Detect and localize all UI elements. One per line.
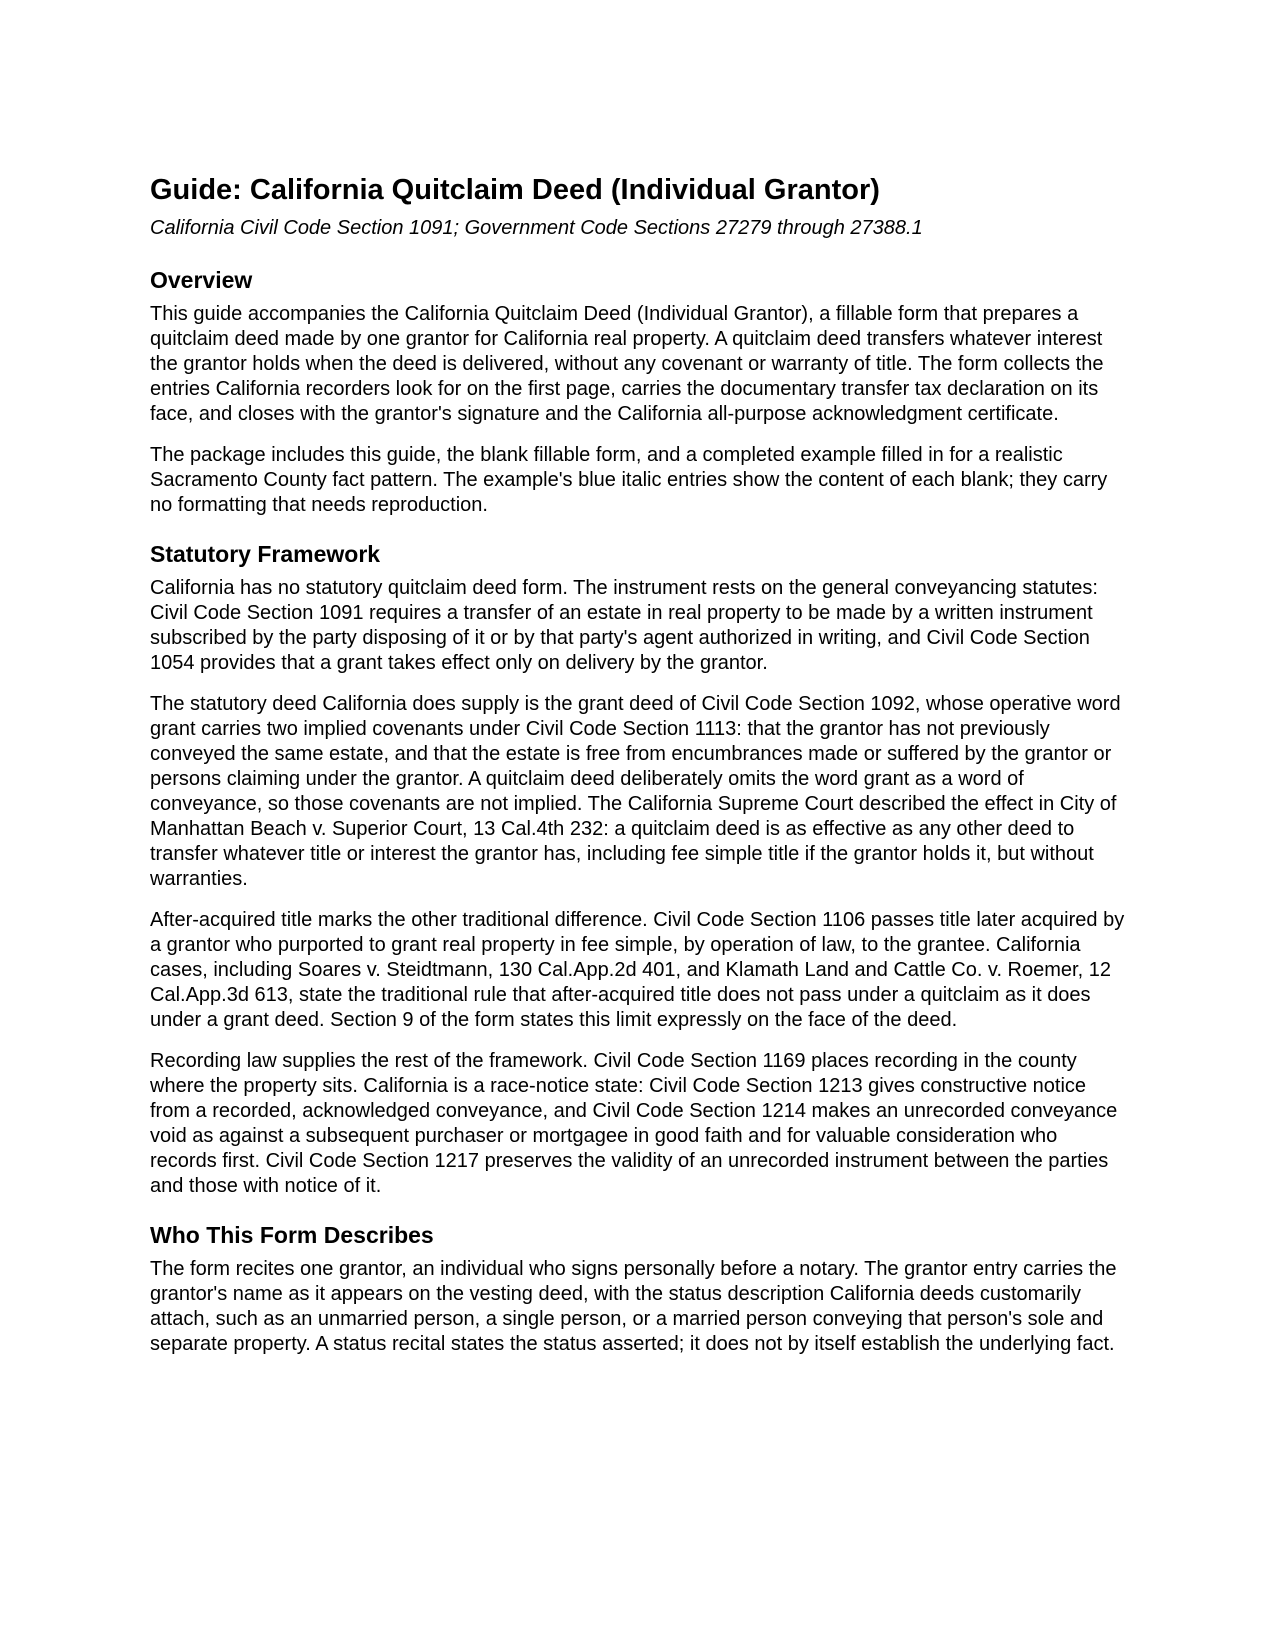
section-who-this-form-describes bbox=[150, 1221, 1125, 1357]
paragraph: The form recites one grantor, an individual who signs personally before a notary. The grantor entry carries the grantor's name as it appears on the vesting deed, with the status description California deeds customarily attach, such as an unmarried person, a single person, or a married person conveying that person's sole and separate property. A status recital states the status asserted; it does not by itself establish the underlying fact. bbox=[150, 1258, 1117, 1355]
paragraph: The statutory deed California does supply is the grant deed of Civil Code Section 1092, whose operative word grant carries two implied covenants under Civil Code Section 1113: that the grantor has not previously conveyed the same estate, and that the estate is free from encumbrances made or suffered by the grantor or persons claiming under the grantor. A quitclaim deed deliberately omits the word grant as a word of conveyance, so those covenants are not implied. The California Supreme Court described the effect in City of Manhattan Beach v. Superior Court, 13 Cal.4th 232: a quitclaim deed is as effective as any other deed to transfer whatever title or interest the grantor has, including fee simple title if the grantor holds it, but without warranties. bbox=[150, 693, 1121, 890]
section-overview bbox=[150, 266, 1125, 518]
paragraph: After-acquired title marks the other traditional difference. Civil Code Section 1106 passes title later acquired by a grantor who purported to grant real property in fee simple, by operation of law, to the grantee. California cases, including Soares v. Steidtmann, 130 Cal.App.2d 401, and Klamath Land and Cattle Co. v. Roemer, 12 Cal.App.3d 613, state the traditional rule that after-acquired title does not pass under a quitclaim as it does under a grant deed. Section 9 of the form states this limit expressly on the face of the deed. bbox=[150, 909, 1125, 1031]
paragraph: The package includes this guide, the blank fillable form, and a completed example filled in for a realistic Sacramento County fact pattern. The example's blue italic entries show the content of each blank; they carry no formatting that needs reproduction. bbox=[150, 444, 1108, 516]
document-subtitle: California Civil Code Section 1091; Government Code Sections 27279 through 27388.1 bbox=[150, 217, 923, 239]
section-heading: Statutory Framework bbox=[150, 541, 381, 567]
section-heading: Who This Form Describes bbox=[150, 1222, 434, 1248]
paragraph: This guide accompanies the California Quitclaim Deed (Individual Grantor), a fillable form that prepares a quitclaim deed made by one grantor for California real property. A quitclaim deed transfers whatever interest the grantor holds when the deed is delivered, without any covenant or warranty of title. The form collects the entries California recorders look for on the first page, carries the documentary transfer tax declaration on its face, and closes with the grantor's signature and the California all-purpose acknowledgment certificate. bbox=[150, 303, 1104, 425]
document-page bbox=[150, 172, 1125, 1373]
section-heading: Overview bbox=[150, 267, 253, 293]
document-title: Guide: California Quitclaim Deed (Individual Grantor) bbox=[150, 174, 880, 206]
paragraph: California has no statutory quitclaim deed form. The instrument rests on the general conveyancing statutes: Civil Code Section 1091 requires a transfer of an estate in real property to be made by a written instrument subscribed by the party disposing of it or by that party's agent authorized in writing, and Civil Code Section 1054 provides that a grant takes effect only on delivery by the grantor. bbox=[150, 577, 1098, 674]
paragraph: Recording law supplies the rest of the framework. Civil Code Section 1169 places recording in the county where the property sits. California is a race-notice state: Civil Code Section 1213 gives constructive notice from a recorded, acknowledged conveyance, and Civil Code Section 1214 makes an unrecorded conveyance void as against a subsequent purchaser or mortgagee in good faith and for valuable consideration who records first. Civil Code Section 1217 preserves the validity of an unrecorded instrument between the parties and those with notice of it. bbox=[150, 1050, 1118, 1197]
section-statutory-framework bbox=[150, 540, 1125, 1199]
